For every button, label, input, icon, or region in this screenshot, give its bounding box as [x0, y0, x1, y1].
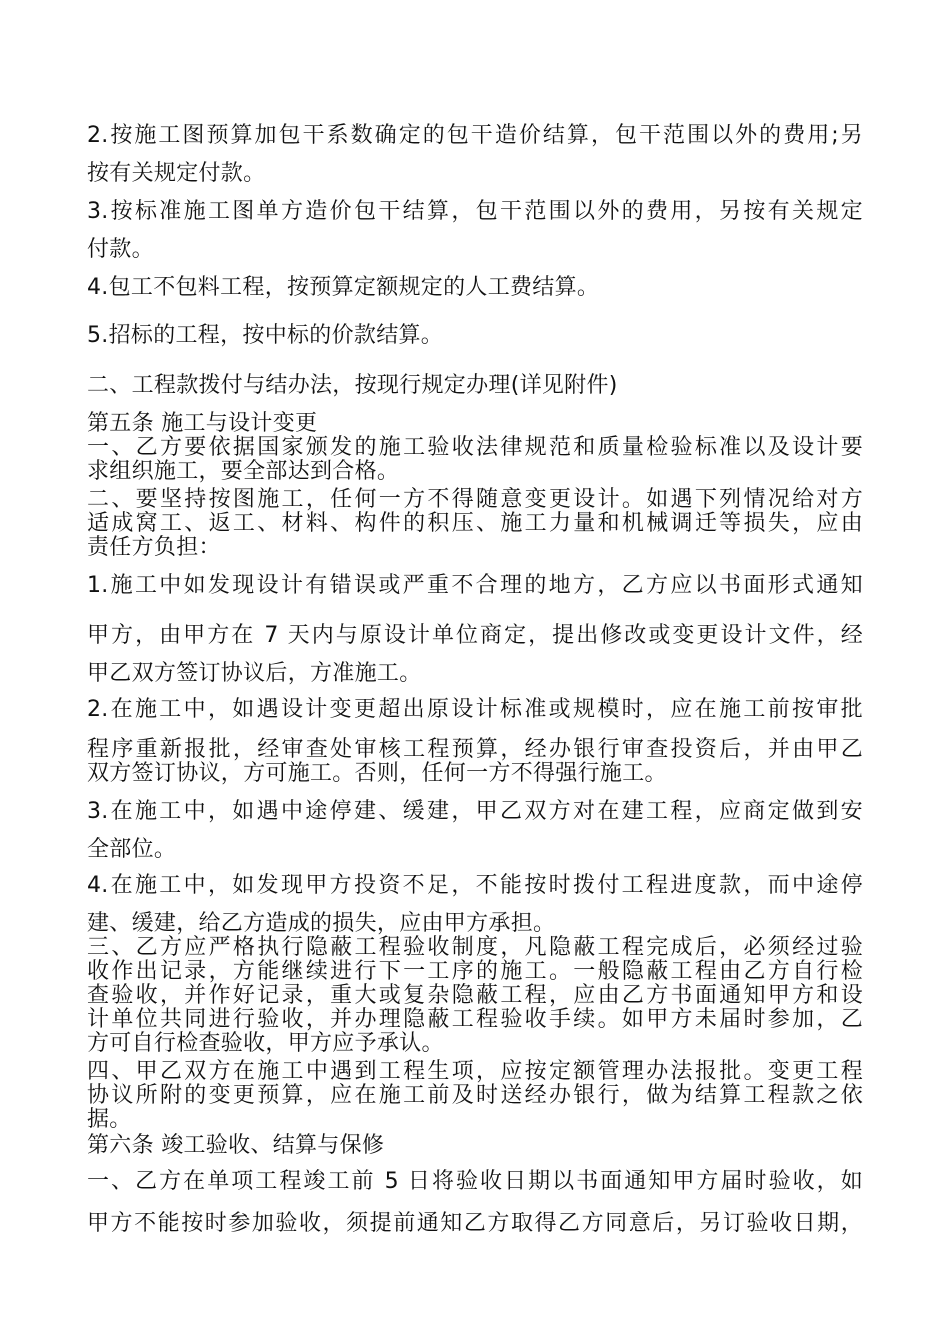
text-line: 3.按标准施工图单方造价包干结算，包干范围以外的费用，另按有关规定 [87, 199, 863, 224]
text-line: 按有关规定付款。 [87, 161, 266, 186]
text-line: 协议所附的变更预算，应在施工前及时送经办银行，做为结算工程款之依 [87, 1083, 863, 1108]
text-line: 适成窝工、返工、材料、构件的积压、施工力量和机械调迁等损失，应由 [87, 511, 863, 536]
text-line: 甲方，由甲方在 7 天内与原设计单位商定，提出修改或变更设计文件，经 [87, 623, 863, 648]
text-line: 全部位。 [87, 837, 177, 862]
text-line: 计单位共同进行验收，并办理隐蔽工程验收手续。如甲方未届时参加，乙 [87, 1007, 863, 1032]
text-line: 四、甲乙双方在施工中遇到工程生项，应按定额管理办法报批。变更工程 [87, 1059, 863, 1084]
text-line: 建、缓建，给乙方造成的损失，应由甲方承担。 [87, 911, 556, 936]
text-line: 方可自行检查验收，甲方应予承认。 [87, 1031, 444, 1056]
text-line: 责任方负担： [87, 535, 221, 560]
text-line: 二、工程款拨付与结办法，按现行规定办理(详见附件) [87, 373, 618, 398]
section-heading: 第五条 施工与设计变更 [87, 411, 318, 436]
text-line: 4.在施工中，如发现甲方投资不足，不能按时拨付工程进度款，而中途停 [87, 873, 863, 898]
text-line: 1.施工中如发现设计有错误或严重不合理的地方，乙方应以书面形式通知 [87, 573, 863, 598]
text-line: 程序重新报批，经审查处审核工程预算，经办银行审查投资后，并由甲乙 [87, 737, 863, 762]
text-line: 收作出记录，方能继续进行下一工序的施工。一般隐蔽工程由乙方自行检 [87, 959, 863, 984]
text-line: 3.在施工中，如遇中途停建、缓建，甲乙双方对在建工程，应商定做到安 [87, 799, 863, 824]
text-line: 甲方不能按时参加验收，须提前通知乙方取得乙方同意后，另订验收日期， [87, 1211, 863, 1236]
text-line: 一、乙方要依据国家颁发的施工验收法律规范和质量检验标准以及设计要 [87, 435, 863, 460]
text-line: 甲乙双方签订协议后，方准施工。 [87, 661, 422, 686]
text-line: 求组织施工，要全部达到合格。 [87, 459, 400, 484]
text-line: 一、乙方在单项工程竣工前 5 日将验收日期以书面通知甲方届时验收，如 [87, 1169, 863, 1194]
text-line: 5.招标的工程，按中标的价款结算。 [87, 323, 444, 348]
section-heading: 第六条 竣工验收、结算与保修 [87, 1133, 385, 1158]
text-line: 三、乙方应严格执行隐蔽工程验收制度，凡隐蔽工程完成后，必须经过验 [87, 935, 863, 960]
text-line: 查验收，并作好记录，重大或复杂隐蔽工程，应由乙方书面通知甲方和设 [87, 983, 863, 1008]
text-line: 4.包工不包料工程，按预算定额规定的人工费结算。 [87, 275, 600, 300]
text-line: 据。 [87, 1107, 132, 1132]
text-line: 2.按施工图预算加包干系数确定的包干造价结算，包干范围以外的费用;另 [87, 123, 863, 148]
text-line: 二、要坚持按图施工，任何一方不得随意变更设计。如遇下列情况给对方 [87, 487, 863, 512]
text-line: 付款。 [87, 237, 154, 262]
text-line: 2.在施工中，如遇设计变更超出原设计标准或规模时，应在施工前按审批 [87, 697, 863, 722]
text-line: 双方签订协议，方可施工。否则，任何一方不得强行施工。 [87, 761, 667, 786]
